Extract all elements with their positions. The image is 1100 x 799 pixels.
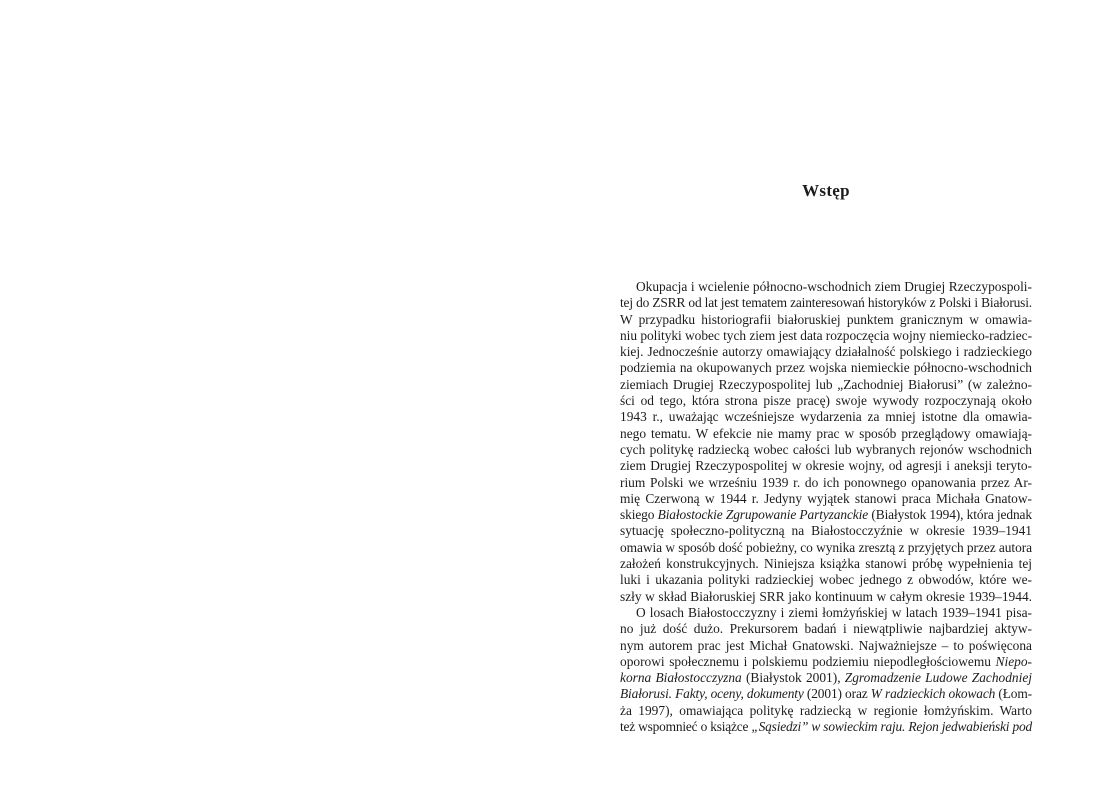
text-line	[620, 491, 1032, 507]
text-segment: też wspomnieć o książce	[620, 719, 752, 735]
text-segment: nym autorem prac jest Michał Gnatowski. Najważniejsze – to poświęcona	[620, 637, 1032, 653]
italic-text: Białorusi. Fakty, oceny, dokumenty	[620, 686, 804, 702]
text-line	[620, 344, 1032, 360]
text-segment: kiej. Jednocześnie autorzy omawiający działalność polskiego i radzieckiego	[620, 344, 1032, 360]
text-line	[620, 589, 1032, 605]
text-line	[620, 377, 1032, 393]
text-segment: nego tematu. W efekcie nie mamy prac w sposób przeglądowy omawiają-	[620, 425, 1032, 441]
text-line	[620, 279, 1032, 295]
text-line	[620, 719, 1032, 735]
text-segment: ziem Drugiej Rzeczypospolitej w okresie wojny, od agresji i aneksji teryto-	[620, 458, 1032, 474]
italic-text: Niepo-	[995, 653, 1032, 669]
text-line	[620, 638, 1032, 654]
text-segment: ża 1997), omawiająca politykę radziecką w regionie łomżyńskim. Warto	[620, 702, 1032, 718]
text-segment: podziemia na okupowanych przez wojska niemieckie północno-wschodnich	[620, 360, 1032, 376]
text-segment: rium Polski we wrześniu 1939 r. do ich ponownego opanowania przez Ar-	[620, 474, 1032, 490]
text-segment: omawia w sposób dość pobieżny, co wynika zresztą z przyjętych przez autora	[620, 539, 1032, 555]
text-line	[620, 393, 1032, 409]
text-line	[620, 523, 1032, 539]
text-segment: sytuację społeczno-polityczną na Białostocczyźnie w okresie 1939–1941	[620, 523, 1032, 539]
text-segment: (Łom-	[995, 686, 1032, 702]
text-line	[620, 328, 1032, 344]
text-segment: mię Czerwoną w 1944 r. Jedyny wyjątek stanowi praca Michała Gnatow-	[620, 490, 1032, 506]
text-line	[620, 621, 1032, 637]
text-line	[620, 507, 1032, 523]
text-segment: tej do ZSRR od lat jest tematem zainteresowań historyków z Polski i Białorusi.	[620, 295, 1032, 311]
text-line	[620, 605, 1032, 621]
text-line	[620, 442, 1032, 458]
text-line	[620, 360, 1032, 376]
text-segment: niu polityki wobec tych ziem jest data rozpoczęcia wojny niemiecko-radziec-	[620, 327, 1032, 343]
text-segment: (Białystok 2001),	[741, 670, 845, 686]
text-line	[620, 670, 1032, 686]
text-segment: oporowi społecznemu i polskiemu podziemiu niepodległościowemu	[620, 653, 996, 669]
italic-text: W radzieckich okowach	[870, 686, 996, 702]
chapter-title: Wstęp	[802, 181, 850, 200]
text-segment: no już dość dużo. Prekursorem badań i niewątpliwie najbardziej aktyw-	[620, 621, 1032, 637]
text-segment: luki i ukazania polityki radzieckiej wobec jednego z obwodów, które we-	[620, 572, 1032, 588]
body-text	[620, 279, 1032, 735]
text-line	[620, 654, 1032, 670]
italic-text: „Sąsiedzi” w sowieckim raju. Rejon jedwabieński pod	[751, 719, 1032, 735]
text-line	[620, 295, 1032, 311]
text-line	[620, 312, 1032, 328]
italic-text: Zgromadzenie Ludowe Zachodniej	[844, 670, 1032, 686]
text-line	[620, 686, 1032, 702]
text-segment: ści od tego, która strona pisze pracę) swoje wywody rozpoczynają około	[620, 393, 1032, 409]
text-line	[620, 703, 1032, 719]
text-line	[620, 556, 1032, 572]
italic-text: Białostockie Zgrupowanie Partyzanckie	[657, 507, 869, 523]
text-segment: Okupacja i wcielenie północno-wschodnich ziem Drugiej Rzeczypospoli-	[636, 279, 1032, 294]
text-segment: O losach Białostocczyzny i ziemi łomżyńskiej w latach 1939–1941 pisa-	[636, 604, 1032, 620]
text-line	[620, 458, 1032, 474]
text-segment: szły w skład Białoruskiej SRR jako kontinuum w całym okresie 1939–1944.	[620, 588, 1032, 604]
text-line	[620, 409, 1032, 425]
text-segment: W przypadku historiografii białoruskiej punktem granicznym w omawia-	[620, 311, 1032, 327]
text-segment: (Białystok 1994), która jednak	[868, 507, 1032, 523]
text-segment: (2001) oraz	[803, 686, 871, 702]
text-line	[620, 475, 1032, 491]
italic-text: korna Białostocczyzna	[620, 670, 742, 686]
text-line	[620, 426, 1032, 442]
text-segment: 1943 r., uważając wcześniejsze wydarzenia za mniej istotne dla omawia-	[620, 409, 1032, 425]
text-line	[620, 572, 1032, 588]
text-segment: założeń konstrukcyjnych. Niniejsza książka stanowi próbę wypełnienia tej	[620, 556, 1032, 572]
text-segment: cych politykę radziecką wobec całości lub wybranych rejonów wschodnich	[620, 441, 1032, 457]
text-line	[620, 540, 1032, 556]
text-segment: skiego	[620, 507, 658, 523]
text-segment: ziemiach Drugiej Rzeczypospolitej lub „Zachodniej Białorusi” (w zależno-	[620, 376, 1032, 392]
